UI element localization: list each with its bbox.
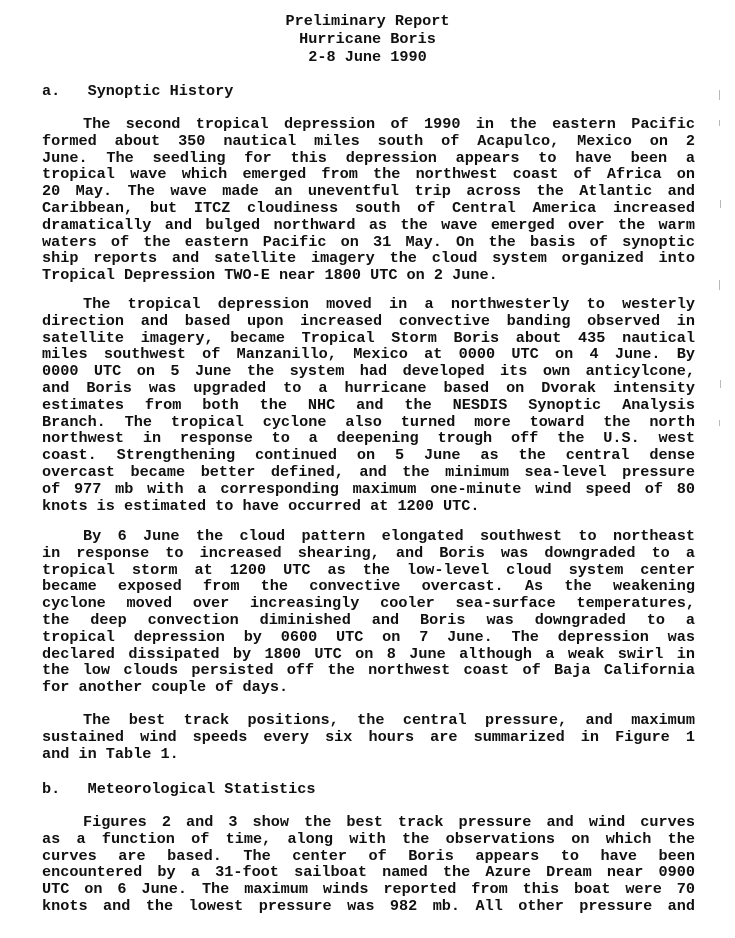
- storm-name: Hurricane Boris: [299, 30, 436, 48]
- scan-mark: [719, 90, 720, 100]
- text-line: tropical storm at 1200 UTC as the low-level cloud system center: [42, 560, 695, 579]
- paragraph-synoptic-2: [42, 296, 695, 514]
- section-heading-synoptic-history: [42, 82, 233, 100]
- scan-margin-marks: [717, 80, 723, 480]
- report-title-block: [0, 12, 735, 66]
- text-line: declared dissipated by 1800 UTC on 8 June although a weak swirl in: [42, 644, 695, 663]
- text-line: sustained wind speeds every six hours are summarized in Figure 1: [42, 727, 695, 746]
- text-line: The second tropical depression of 1990 in the eastern Pacific: [83, 115, 695, 133]
- text-line: and in Table 1.: [42, 744, 179, 763]
- text-line: waters of the eastern Pacific on 31 May. On the basis of synoptic: [42, 232, 695, 251]
- section-heading-meteorological-statistics: [42, 780, 315, 798]
- scan-mark: [720, 200, 721, 208]
- scan-mark: [719, 120, 720, 126]
- text-line: northwest in response to a deepening trough off the U.S. west: [42, 429, 695, 448]
- text-line: The tropical depression moved in a northwesterly to westerly: [83, 295, 695, 313]
- scan-mark: [719, 280, 720, 290]
- paragraph-synoptic-3: [42, 528, 695, 696]
- section-title: Synoptic History: [87, 82, 234, 100]
- text-line: coast. Strengthening continued on 5 June as the central dense: [42, 446, 695, 465]
- text-line: tropical wave which emerged from the northwest coast of Africa on: [42, 165, 695, 184]
- text-line: Branch. The tropical cyclone also turned more toward the north: [42, 412, 695, 431]
- text-line: formed about 350 nautical miles south of Acapulco, Mexico on 2: [42, 131, 695, 150]
- text-line: 0000 UTC on 5 June the system had developed its own anticylcone,: [42, 362, 695, 381]
- text-line: By 6 June the cloud pattern elongated southwest to northeast: [83, 527, 695, 545]
- section-marker: b.: [42, 780, 61, 798]
- text-line: tropical depression by 0600 UTC on 7 June. The depression was: [42, 627, 695, 646]
- text-line: Figures 2 and 3 show the best track pressure and wind curves: [83, 813, 695, 831]
- report-title: Preliminary Report: [285, 12, 450, 30]
- text-line: cyclone moved over increasingly cooler sea-surface temperatures,: [42, 594, 695, 613]
- section-title: Meteorological Statistics: [87, 780, 316, 798]
- text-line: knots and the lowest pressure was 982 mb. All other pressure and: [42, 896, 695, 915]
- text-line: 20 May. The wave made an uneventful trip across the Atlantic and: [42, 182, 695, 201]
- text-line: The best track positions, the central pressure, and maximum: [83, 711, 695, 729]
- text-line: Caribbean, but ITCZ cloudiness south of Central America increased: [42, 198, 695, 217]
- text-line: the low clouds persisted off the northwest coast of Baja California: [42, 661, 695, 680]
- text-line: became exposed from the convective overcast. As the weakening: [42, 577, 695, 596]
- text-line: June. The seedling for this depression appears to have been a: [42, 148, 695, 167]
- text-line: dramatically and bulged northward as the wave emerged over the warm: [42, 215, 695, 234]
- text-line: the deep convection diminished and Boris was downgraded to a: [42, 610, 695, 629]
- section-marker: a.: [42, 82, 61, 100]
- text-line: and Boris was upgraded to a hurricane based on Dvorak intensity: [42, 378, 695, 397]
- text-line: Tropical Depression TWO-E near 1800 UTC on 2 June.: [42, 266, 498, 285]
- text-line: knots is estimated to have occurred at 1200 UTC.: [42, 496, 480, 515]
- text-line: direction and based upon increased convective banding observed in: [42, 311, 695, 330]
- text-line: miles southwest of Manzanillo, Mexico at 0000 UTC on 4 June. By: [42, 345, 695, 364]
- scan-mark: [720, 380, 721, 388]
- text-line: curves are based. The center of Boris appears to have been: [42, 846, 695, 865]
- scan-mark: [719, 420, 720, 426]
- text-line: ship reports and satellite imagery the cloud system organized into: [42, 249, 695, 268]
- text-line: UTC on 6 June. The maximum winds reported from this boat were 70: [42, 880, 695, 899]
- text-line: satellite imagery, became Tropical Storm Boris about 435 nautical: [42, 328, 695, 347]
- text-line: for another couple of days.: [42, 678, 289, 697]
- text-line: of 977 mb with a corresponding maximum one-minute wind speed of 80: [42, 479, 695, 498]
- text-line: estimates from both the NHC and the NESDIS Synoptic Analysis: [42, 395, 695, 414]
- paragraph-synoptic-1: [42, 116, 695, 284]
- paragraph-meteorological-1: [42, 814, 695, 915]
- paragraph-synoptic-4: [42, 712, 695, 762]
- text-line: encountered by a 31-foot sailboat named the Azure Dream near 0900: [42, 863, 695, 882]
- text-line: in response to increased shearing, and Boris was downgraded to a: [42, 543, 695, 562]
- text-line: overcast became better defined, and the minimum sea-level pressure: [42, 462, 695, 481]
- storm-dates: 2-8 June 1990: [308, 48, 427, 66]
- text-line: as a function of time, along with the observations on which the: [42, 829, 695, 848]
